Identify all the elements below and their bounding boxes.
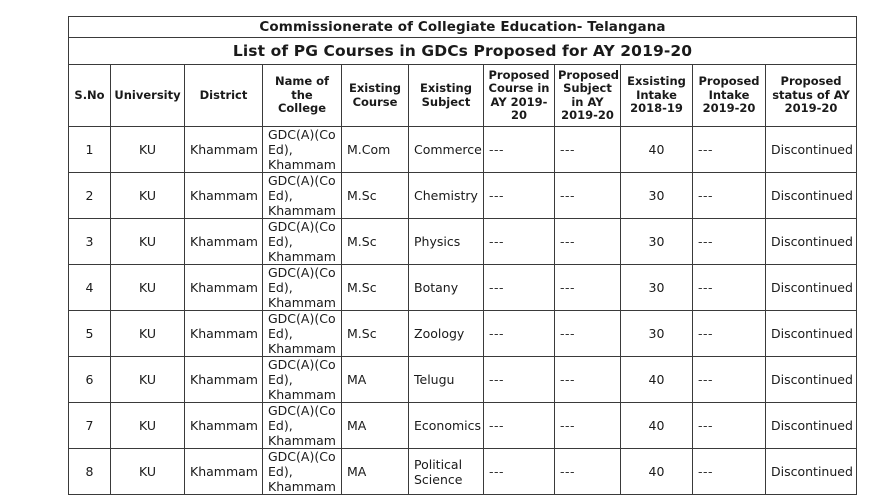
cell-sno: 7 <box>69 403 111 449</box>
cell-existing-intake: 40 <box>621 403 693 449</box>
cell-district: Khammam <box>185 403 263 449</box>
cell-college: GDC(A)(Co Ed), Khammam <box>263 173 342 219</box>
col-header-proposed-subject: Proposed Subject in AY 2019-20 <box>555 65 621 127</box>
cell-existing-subject: Political Science <box>409 449 484 495</box>
cell-existing-course: M.Sc <box>342 173 409 219</box>
cell-district: Khammam <box>185 357 263 403</box>
cell-college: GDC(A)(Co Ed), Khammam <box>263 219 342 265</box>
cell-proposed-subject: --- <box>555 127 621 173</box>
cell-university: KU <box>111 311 185 357</box>
cell-existing-course: M.Sc <box>342 265 409 311</box>
cell-proposed-course: --- <box>484 265 555 311</box>
cell-proposed-status: Discontinued <box>766 449 857 495</box>
cell-proposed-course: --- <box>484 403 555 449</box>
cell-proposed-status: Discontinued <box>766 127 857 173</box>
cell-proposed-subject: --- <box>555 403 621 449</box>
cell-proposed-status: Discontinued <box>766 173 857 219</box>
table-row <box>69 127 857 173</box>
cell-existing-course: MA <box>342 357 409 403</box>
cell-existing-subject: Zoology <box>409 311 484 357</box>
cell-proposed-intake: --- <box>693 403 766 449</box>
cell-existing-course: MA <box>342 403 409 449</box>
cell-college: GDC(A)(Co Ed), Khammam <box>263 357 342 403</box>
cell-district: Khammam <box>185 265 263 311</box>
cell-sno: 5 <box>69 311 111 357</box>
cell-existing-course: M.Sc <box>342 311 409 357</box>
cell-proposed-intake: --- <box>693 311 766 357</box>
cell-proposed-status: Discontinued <box>766 265 857 311</box>
cell-proposed-intake: --- <box>693 219 766 265</box>
cell-college: GDC(A)(Co Ed), Khammam <box>263 127 342 173</box>
cell-sno: 6 <box>69 357 111 403</box>
cell-sno: 2 <box>69 173 111 219</box>
cell-existing-intake: 40 <box>621 357 693 403</box>
col-header-college: Name of the College <box>263 65 342 127</box>
cell-proposed-course: --- <box>484 173 555 219</box>
cell-existing-subject: Botany <box>409 265 484 311</box>
col-header-sno: S.No <box>69 65 111 127</box>
cell-district: Khammam <box>185 173 263 219</box>
cell-proposed-intake: --- <box>693 449 766 495</box>
cell-proposed-subject: --- <box>555 311 621 357</box>
cell-proposed-subject: --- <box>555 265 621 311</box>
table-column-headers <box>69 65 857 127</box>
cell-existing-subject: Commerce <box>409 127 484 173</box>
cell-college: GDC(A)(Co Ed), Khammam <box>263 449 342 495</box>
cell-existing-subject: Economics <box>409 403 484 449</box>
cell-proposed-subject: --- <box>555 173 621 219</box>
cell-proposed-intake: --- <box>693 357 766 403</box>
cell-proposed-subject: --- <box>555 449 621 495</box>
table-body <box>69 127 857 495</box>
cell-district: Khammam <box>185 449 263 495</box>
table-row <box>69 219 857 265</box>
col-header-proposed-status: Proposed status of AY 2019-20 <box>766 65 857 127</box>
cell-proposed-course: --- <box>484 127 555 173</box>
col-header-existing-subject: Existing Subject <box>409 65 484 127</box>
cell-existing-subject: Physics <box>409 219 484 265</box>
header-row <box>69 65 857 127</box>
cell-existing-intake: 30 <box>621 173 693 219</box>
cell-proposed-status: Discontinued <box>766 403 857 449</box>
table-row <box>69 357 857 403</box>
cell-proposed-intake: --- <box>693 265 766 311</box>
cell-proposed-course: --- <box>484 219 555 265</box>
cell-existing-intake: 30 <box>621 265 693 311</box>
cell-sno: 4 <box>69 265 111 311</box>
table-row <box>69 403 857 449</box>
cell-existing-intake: 40 <box>621 127 693 173</box>
cell-existing-subject: Chemistry <box>409 173 484 219</box>
cell-existing-course: M.Sc <box>342 219 409 265</box>
cell-district: Khammam <box>185 127 263 173</box>
table-row <box>69 265 857 311</box>
table-head <box>69 17 857 65</box>
cell-proposed-status: Discontinued <box>766 311 857 357</box>
cell-university: KU <box>111 127 185 173</box>
courses-table-container <box>68 16 856 495</box>
cell-university: KU <box>111 357 185 403</box>
cell-sno: 1 <box>69 127 111 173</box>
col-header-district: District <box>185 65 263 127</box>
cell-college: GDC(A)(Co Ed), Khammam <box>263 265 342 311</box>
cell-proposed-subject: --- <box>555 219 621 265</box>
cell-university: KU <box>111 265 185 311</box>
cell-existing-course: M.Com <box>342 127 409 173</box>
cell-college: GDC(A)(Co Ed), Khammam <box>263 311 342 357</box>
cell-university: KU <box>111 173 185 219</box>
cell-proposed-status: Discontinued <box>766 219 857 265</box>
cell-proposed-subject: --- <box>555 357 621 403</box>
cell-proposed-intake: --- <box>693 173 766 219</box>
col-header-existing-intake: Exsisting Intake 2018-19 <box>621 65 693 127</box>
cell-existing-subject: Telugu <box>409 357 484 403</box>
cell-university: KU <box>111 403 185 449</box>
table-row <box>69 449 857 495</box>
table-row <box>69 173 857 219</box>
col-header-university: University <box>111 65 185 127</box>
cell-university: KU <box>111 449 185 495</box>
table-row <box>69 311 857 357</box>
pg-courses-table <box>68 16 857 495</box>
cell-proposed-course: --- <box>484 449 555 495</box>
document-subheading-row <box>69 38 857 65</box>
cell-proposed-intake: --- <box>693 127 766 173</box>
cell-district: Khammam <box>185 311 263 357</box>
cell-proposed-status: Discontinued <box>766 357 857 403</box>
document-heading-row <box>69 17 857 38</box>
cell-existing-course: MA <box>342 449 409 495</box>
cell-proposed-course: --- <box>484 311 555 357</box>
cell-college: GDC(A)(Co Ed), Khammam <box>263 403 342 449</box>
cell-proposed-course: --- <box>484 357 555 403</box>
document-subheading: List of PG Courses in GDCs Proposed for AY 2019-20 <box>69 38 857 65</box>
document-heading: Commissionerate of Collegiate Education- Telangana <box>69 17 857 38</box>
cell-sno: 3 <box>69 219 111 265</box>
cell-university: KU <box>111 219 185 265</box>
cell-existing-intake: 40 <box>621 449 693 495</box>
cell-existing-intake: 30 <box>621 311 693 357</box>
col-header-proposed-intake: Proposed Intake 2019-20 <box>693 65 766 127</box>
cell-district: Khammam <box>185 219 263 265</box>
col-header-existing-course: Existing Course <box>342 65 409 127</box>
cell-existing-intake: 30 <box>621 219 693 265</box>
cell-sno: 8 <box>69 449 111 495</box>
col-header-proposed-course: Proposed Course in AY 2019-20 <box>484 65 555 127</box>
